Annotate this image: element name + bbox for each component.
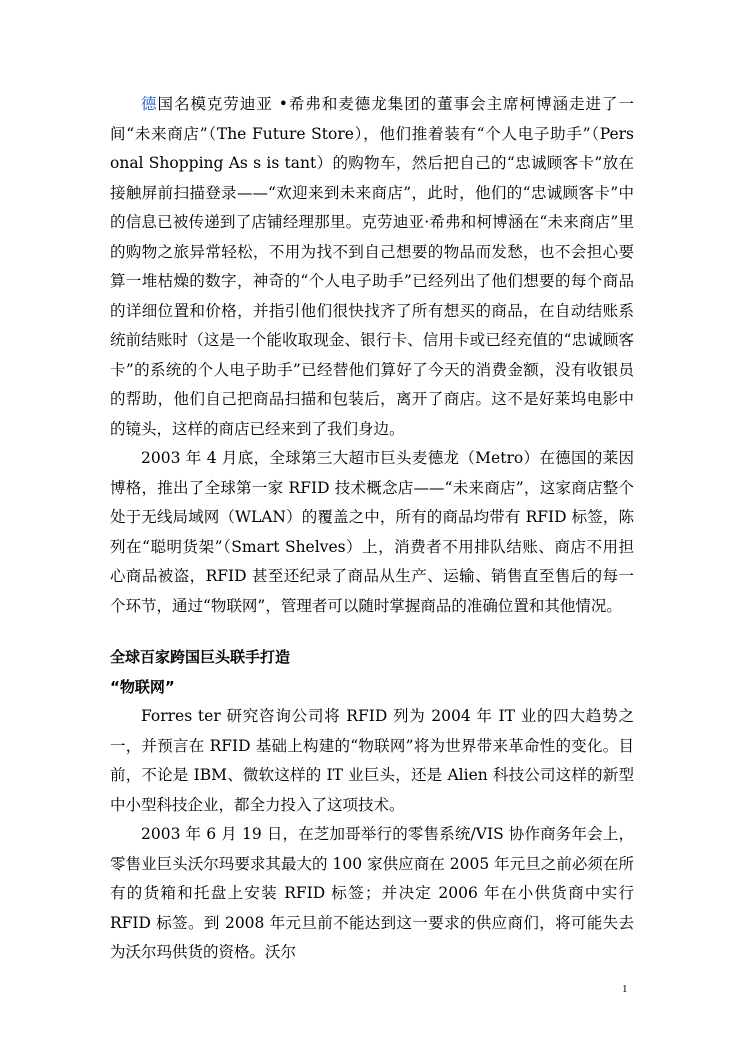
- drop-cap: 德: [141, 95, 158, 113]
- section-heading: [110, 643, 634, 702]
- page-number: 1: [622, 983, 628, 995]
- paragraph-intro-text: 国名模克劳迪亚 •希弗和麦德龙集团的董事会主席柯博涵走进了一间“未来商店”（The Future Store），他们推着装有“个人电子助手”（Pers onal Shopping As s is tant）的购物车，然后把自己的“忠诚顾客卡”放在接触屏前扫描登录——“欢迎来到未来商店”，此时，他们的“忠诚顾客卡”中的信息已被传递到了店铺经理那里。克劳迪亚·希弗和柯博涵在“未来商店”里的购物之旅异常轻松，不用为找不到自己想要的物品而发愁，也不会担心要算一堆枯燥的数字，神奇的“个人电子助手”已经列出了他们想要的每个商品的详细位置和价格，并指引他们很快找齐了所有想买的商品，在自动结账系统前结账时（这是一个能收取现金、银行卡、信用卡或已经充值的“忠诚顾客卡”的系统的个人电子助手”已经替他们算好了今天的消费金额，没有收银员的帮助，他们自己把商品扫描和包装后，离开了商店。这不是好莱坞电影中的镜头，这样的商店已经来到了我们身边。: [110, 95, 634, 438]
- section-heading-line1: 全球百家跨国巨头联手打造: [110, 648, 291, 666]
- paragraph-metro: 2003 年 4 月底，全球第三大超市巨头麦德龙（Metro）在德国的莱因博格，推出了全球第一家 RFID 技术概念店——“未来商店”，这家商店整个处于无线局域网（WLAN）的覆盖之中，所有的商品均带有 RFID 标签，陈列在“聪明货架”（Smart Shelves）上，消费者不用排队结账、商店不用担心商品被盗，RFID 甚至还纪录了商品从生产、运输、销售直至售后的每一个环节，通过“物联网”，管理者可以随时掌握商品的准确位置和其他情况。: [110, 449, 634, 615]
- paragraph-intro: [110, 90, 634, 444]
- section-heading-line2: “物联网”: [110, 677, 175, 696]
- paragraph-forrester: Forres ter 研究咨询公司将 RFID 列为 2004 年 IT 业的四大趋势之一，并预言在 RFID 基础上构建的“物联网”将为世界带来革命性的变化。目前，不论是 IBM、微软这样的 IT 业巨头，还是 Alien 科技公司这样的新型中小型科技企业，都全力投入了这项技术。: [110, 707, 634, 814]
- page-content: [110, 90, 634, 968]
- paragraph-walmart: 2003 年 6 月 19 日，在芝加哥举行的零售系统/VIS 协作商务年会上，零售业巨头沃尔玛要求其最大的 100 家供应商在 2005 年元旦之前必须在所有的货箱和托盘上安装 RFID 标签；并决定 2006 年在小供货商中实行 RFID 标签。到 2008 年元旦前不能达到这一要求的供应商们，将可能失去为沃尔玛供货的资格。沃尔: [110, 825, 634, 961]
- section-gap: [110, 621, 634, 643]
